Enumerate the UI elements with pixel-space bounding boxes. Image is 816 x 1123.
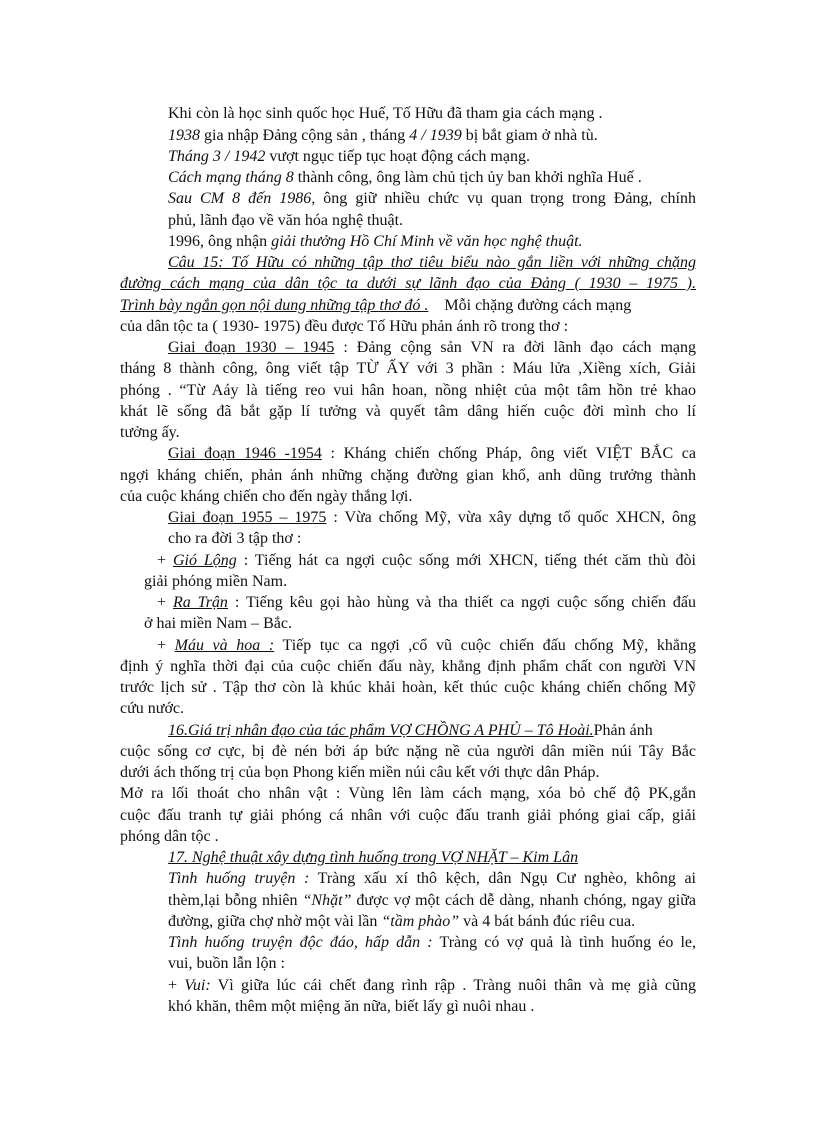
situation-line-7: khó khăn, thêm một miệng ăn nữa, biết lấy gì nuôi nhau . [168, 998, 535, 1015]
situation-line-1: Tình huống truyện : Tràng xấu xí thô kệch, dân Ngụ Cư nghèo, không ai [168, 870, 697, 887]
bio-line-2: 1938 gia nhập Đảng cộng sản , tháng 4 / 1939 bị bắt giam ở nhà tù. [168, 127, 598, 144]
poem-1-line-2: giải phóng miền Nam. [144, 573, 288, 590]
poem-2-line-2: ở hai miền Nam – Bắc. [144, 615, 292, 632]
period-2-line-3: của cuộc kháng chiến cho đến ngày thắng lợi. [120, 488, 413, 505]
situation-line-2: thèm,lại bỗng nhiên “Nhặt” được vợ một cách dễ dàng, nhanh chóng, ngay giữa [168, 892, 696, 909]
bio-line-1: Khi còn là học sinh quốc học Huế, Tố Hữu đã tham gia cách mạng . [168, 105, 603, 122]
question-16-line-2: cuộc sống cơ cực, bị đè nén bởi áp bức nặng nề của người dân miền núi Tây Bắc [120, 743, 696, 760]
question-16-line-3: dưới ách thống trị của bọn Phong kiến miền núi câu kết với thực dân Pháp. [120, 764, 600, 781]
period-1-line-3: phóng . “Từ Aáy là tiếng reo vui hân hoan, nồng nhiệt của một tâm hồn trẻ khao [120, 382, 696, 399]
question-16-line-6: phóng dân tộc . [120, 828, 219, 845]
poem-3-line-1: + Máu và hoa : Tiếp tục ca ngợi ,cổ vũ cuộc chiến đấu chống Mỹ, khẳng [157, 637, 696, 654]
poem-3-line-2: định ý nghĩa thời đại của cuộc chiến đấu này, khẳng định phẩm chất con người VN [120, 658, 696, 675]
question-15-line-1: Câu 15: Tố Hữu có những tập thơ tiêu biểu nào gắn liền với những chặng [168, 254, 696, 271]
situation-line-3: đường, giữa chợ nhờ một vài lần “tầm phào” và 4 bát bánh đúc riêu cua. [168, 913, 636, 930]
question-16-line-4: Mở ra lối thoát cho nhân vật : Vùng lên làm cách mạng, xóa bỏ chế độ PK,gắn [120, 785, 696, 802]
bio-line-4: Cách mạng tháng 8 thành công, ông làm chủ tịch ủy ban khởi nghĩa Huế . [168, 169, 642, 186]
period-2-line-1: Giai đoạn 1946 -1954 : Kháng chiến chống Pháp, ông viết VIỆT BẮC ca [168, 445, 696, 462]
situation-line-4: Tình huống truyện độc đáo, hấp dẫn : Tràng có vợ quả là tình huống éo le, [168, 934, 696, 951]
poem-3-line-4: cứu nước. [120, 700, 185, 717]
poem-1-line-1: + Gió Lộng : Tiếng hát ca ngợi cuộc sống mới XHCN, tiếng thét căm thù đòi [157, 552, 696, 569]
question-15-line-3: Trình bày ngắn gọn nội dung những tập thơ đó . Mỗi chặng đường cách mạng [120, 297, 632, 314]
poem-2-line-1: + Ra Trận : Tiếng kêu gọi hào hùng và tha thiết ca ngợi cuộc sống chiến đấu [157, 594, 697, 611]
bio-line-7: 1996, ông nhận giải thưởng Hồ Chí Minh về văn học nghệ thuật. [168, 233, 583, 250]
question-16-heading: 16.Giá trị nhân đạo của tác phẩm VỢ CHỒNG A PHỦ – Tô Hoài.Phản ánh [168, 722, 653, 739]
period-2-line-2: ngợi kháng chiến, phản ánh những chặng đường gian khổ, anh dũng trưởng thành [120, 467, 696, 484]
bio-line-5: Sau CM 8 đến 1986, ông giữ nhiều chức vụ quan trọng trong Đảng, chính [168, 190, 696, 207]
question-16-line-5: cuộc đấu tranh tự giải phóng cá nhân với cuộc đấu tranh giải phóng giai cấp, giải [120, 807, 696, 824]
question-15-line-2: đường cách mạng của dân tộc ta dưới sự lãnh đạo của Đảng ( 1930 – 1975 ). [120, 275, 696, 292]
period-1-line-5: tưởng ấy. [120, 424, 180, 441]
period-3-line-2: cho ra đời 3 tập thơ : [168, 530, 302, 547]
question-17-heading: 17. Nghệ thuật xây dựng tình huống trong VỢ NHẶT – Kim Lân [168, 849, 579, 866]
period-1-line-2: tháng 8 thành công, ông viết tập TỪ ẤY với 3 phần : Máu lửa ,Xiềng xích, Giải [120, 360, 696, 377]
period-1-line-1: Giai đoạn 1930 – 1945 : Đảng cộng sản VN ra đời lãnh đạo cách mạng [168, 339, 697, 356]
bio-line-6: phủ, lãnh đạo về văn hóa nghệ thuật. [168, 212, 404, 229]
question-15-line-4: của dân tộc ta ( 1930- 1975) đều được Tố Hữu phản ánh rõ trong thơ : [120, 318, 569, 335]
period-1-line-4: khát lẽ sống đã bắt gặp lí tưởng và quyết tâm dâng hiến cuộc đời mình cho lí [120, 403, 696, 420]
poem-3-line-3: trước lịch sử . Tập thơ còn là khúc khải hoàn, kết thúc cuộc kháng chiến chống Mỹ [120, 679, 696, 696]
situation-line-6: + Vui: Vì giữa lúc cái chết đang rình rập . Tràng nuôi thân và mẹ già cũng [168, 977, 696, 994]
situation-line-5: vui, buồn lẫn lộn : [168, 955, 285, 972]
bio-line-3: Tháng 3 / 1942 vượt ngục tiếp tục hoạt động cách mạng. [168, 148, 530, 165]
period-3-line-1: Giai đoạn 1955 – 1975 : Vừa chống Mỹ, vừa xây dựng tổ quốc XHCN, ông [168, 509, 696, 526]
